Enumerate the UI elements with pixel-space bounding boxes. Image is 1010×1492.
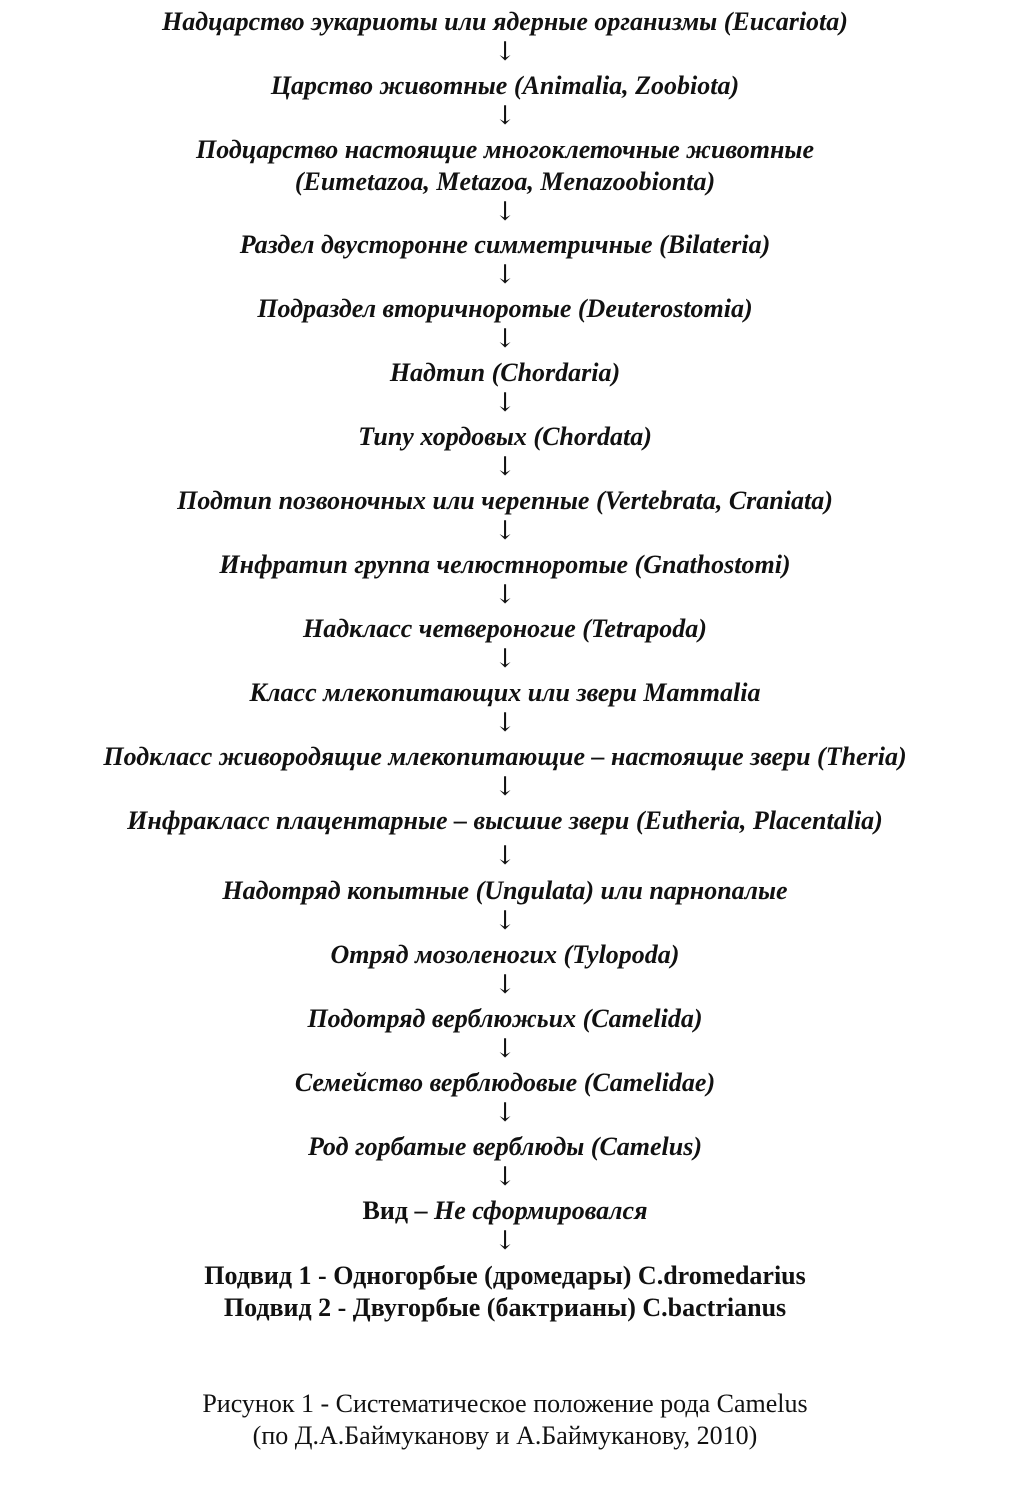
- down-arrow-icon: ↓: [494, 197, 516, 227]
- taxon-phylum: Типу хордовых (Chordata): [358, 422, 652, 451]
- taxon-infraphylum: Инфратип группа челюстноротые (Gnathostomi): [219, 550, 791, 579]
- down-arrow-icon: ↓: [494, 101, 516, 131]
- taxon-superorder: Надотряд копытные (Ungulata) или парнопалые: [222, 876, 788, 905]
- down-arrow-icon: ↓: [494, 906, 516, 936]
- taxon-suborder: Подотряд верблюжьих (Camelida): [307, 1004, 703, 1033]
- taxon-subclass: Подкласс живородящие млекопитающие – настоящие звери (Theria): [103, 742, 907, 771]
- down-arrow-icon: ↓: [494, 388, 516, 418]
- taxon-class: Класс млекопитающих или звери Mammalia: [249, 678, 761, 707]
- down-arrow-icon: ↓: [494, 324, 516, 354]
- figure-caption-line-2: (по Д.А.Баймуканову и А.Баймуканову, 2010): [252, 1421, 758, 1450]
- taxon-division: Раздел двусторонне симметричные (Bilateria): [239, 230, 771, 259]
- subspecies-2: Подвид 2 - Двугорбые (бактрианы) C.bactrianus: [223, 1293, 787, 1322]
- down-arrow-icon: ↓: [494, 452, 516, 482]
- down-arrow-icon: ↓: [494, 970, 516, 1000]
- taxon-genus: Род горбатые верблюды (Camelus): [307, 1132, 703, 1161]
- down-arrow-icon: ↓: [494, 644, 516, 674]
- down-arrow-icon: ↓: [494, 1226, 516, 1256]
- taxon-superphylum: Надтип (Chordaria): [389, 358, 621, 387]
- down-arrow-icon: ↓: [494, 260, 516, 290]
- taxon-order: Отряд мозоленогих (Tylopoda): [330, 940, 680, 969]
- down-arrow-icon: ↓: [494, 37, 516, 67]
- down-arrow-icon: ↓: [494, 580, 516, 610]
- taxon-infraclass: Инфракласс плацентарные – высшие звери (Eutheria, Placentalia): [127, 806, 883, 835]
- taxon-subkingdom: Подцарство настоящие многоклеточные животные: [195, 135, 815, 164]
- taxon-species: [0, 1195, 1010, 1227]
- down-arrow-icon: ↓: [494, 772, 516, 802]
- taxon-subkingdom-latin: (Eumetazoa, Metazoa, Menazoobionta): [294, 167, 716, 196]
- subspecies-1: Подвид 1 - Одногорбые (дромедары) C.dromedarius: [204, 1261, 806, 1290]
- taxon-subphylum: Подтип позвоночных или черепные (Vertebrata, Craniata): [177, 486, 833, 515]
- taxon-superclass: Надкласс четвероногие (Tetrapoda): [303, 614, 707, 643]
- taxon-kingdom: Царство животные (Animalia, Zoobiota): [270, 71, 740, 100]
- taxon-superkingdom: Надцарство эукариоты или ядерные организмы (Eucariota): [162, 7, 848, 36]
- taxon-subdivision: Подраздел вторичноротые (Deuterostomia): [257, 294, 753, 323]
- down-arrow-icon: ↓: [494, 708, 516, 738]
- species-value: Не сформировался: [434, 1196, 648, 1225]
- down-arrow-icon: ↓: [494, 516, 516, 546]
- down-arrow-icon: ↓: [494, 1098, 516, 1128]
- down-arrow-icon: ↓: [494, 1162, 516, 1192]
- down-arrow-icon: ↓: [494, 841, 516, 871]
- taxon-family: Семейство верблюдовые (Camelidae): [294, 1068, 716, 1097]
- figure-caption-line-1: Рисунок 1 - Систематическое положение рода Camelus: [202, 1389, 808, 1418]
- down-arrow-icon: ↓: [494, 1034, 516, 1064]
- species-label: Вид –: [362, 1196, 428, 1225]
